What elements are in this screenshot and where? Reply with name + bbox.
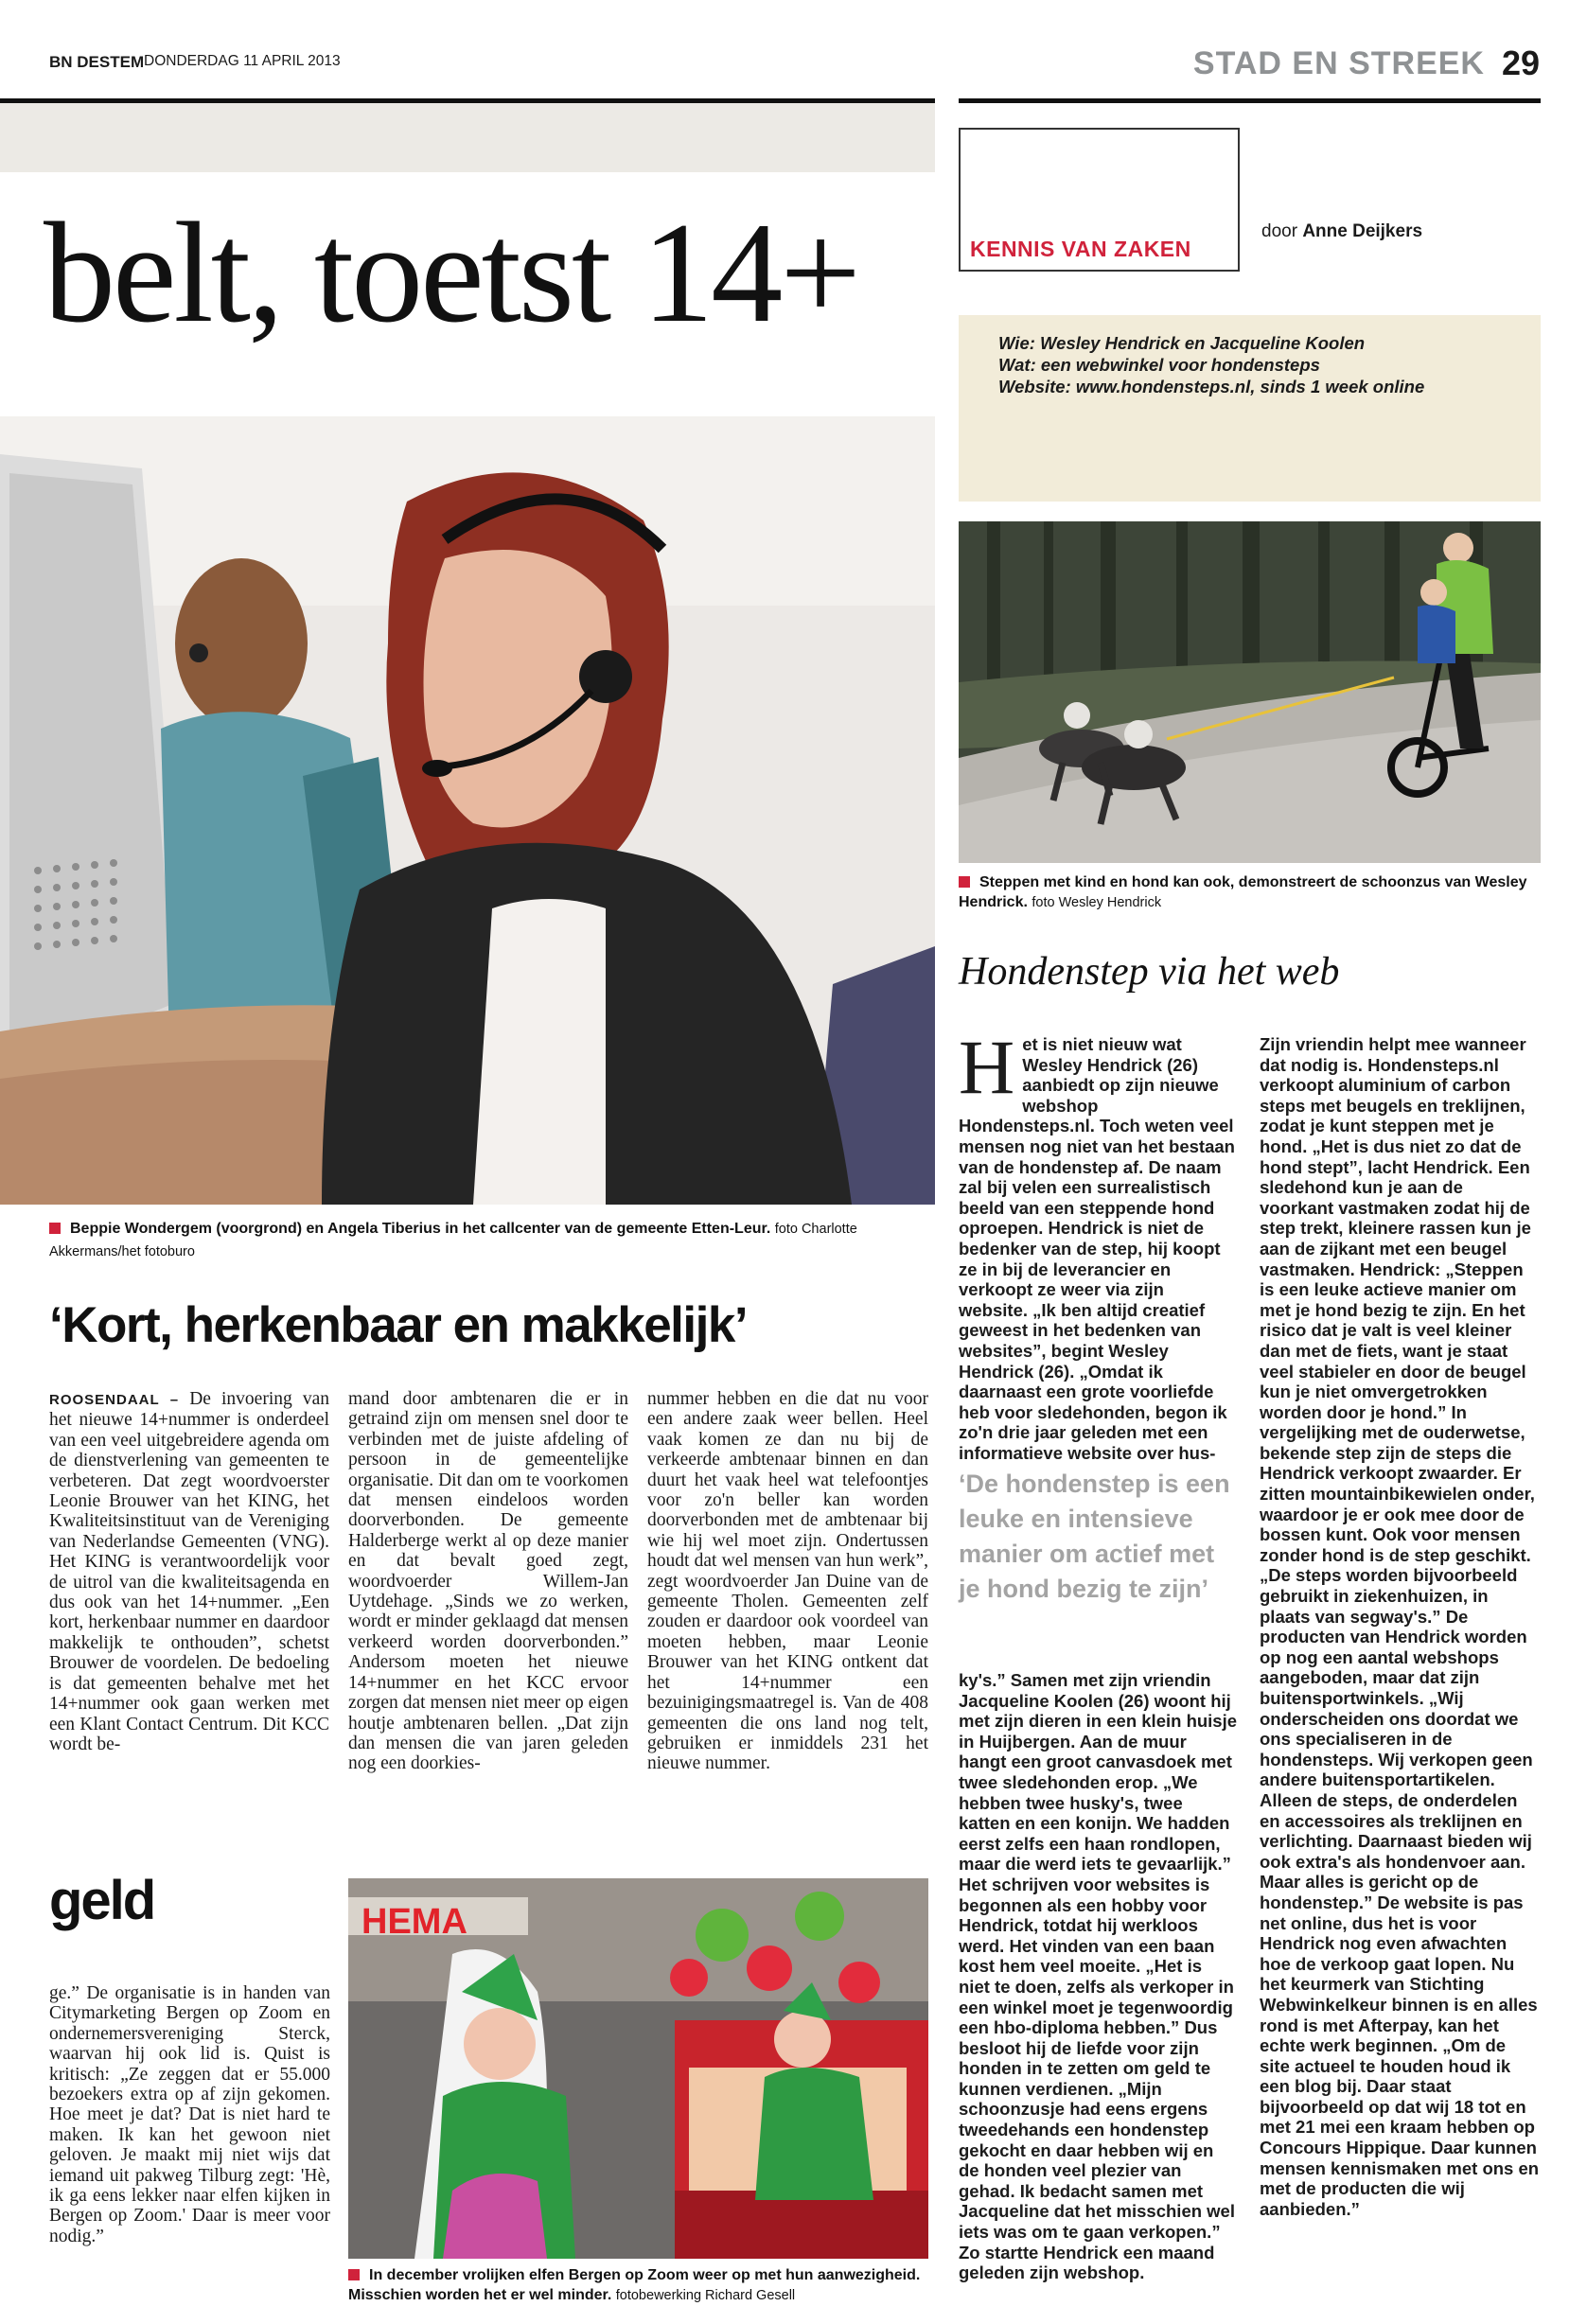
info-website: Website: www.hondensteps.nl, sinds 1 week online (998, 377, 1425, 396)
section-name: STAD EN STREEK (1192, 45, 1485, 81)
kennis-box (959, 128, 1240, 272)
main-headline: belt, toetst 14+ (44, 193, 858, 352)
kennis-label: KENNIS VAN ZAKEN (970, 237, 1191, 261)
bottom-headline: geld (49, 1870, 155, 1931)
dogstep-caption-text: Steppen met kind en hond kan ook, demonstreert de schoonzus van Wesley Hendrick. (959, 874, 1527, 910)
right-article-col1-bottom (959, 1670, 1238, 2285)
byline (1261, 221, 1422, 242)
info-lines (998, 332, 1424, 397)
caption-marker-icon (348, 2269, 360, 2280)
right-col2-text: Zijn vriendin helpt mee wanneer dat nodig is. Hondensteps.nl verkoopt aluminium of carbon steps met beugels en treklijnen, zodat je kunt steppen met je hond. „Het is dus niet zo dat de hond stept”, lacht Hendrick. Een sledehond kun je aan de voorkant vastmaken zodat hij de step trekt, kleinere rassen kun je aan de zijkant met een beugel vastmaken. Hendrick: „Steppen is een leuke actieve manier om met je hond bezig te zijn. En het risico dat je valt is veel kleiner dan met de fiets, want je staat veel stabieler en door de beugel kun je niet omvergetrokken worden door je hond.” In vergelijking met de ouderwetse, bekende step zijn de steps die Hendrick verkoopt zwaarder. Er zitten mountainbikewielen onder, waardoor je er ook mee door de bossen kunt. Ook voor mensen zonder hond is de step geschikt. „De steps worden bijvoorbeeld gebruikt in ziekenhuizen, in plaats van segway's.” De producten van Hendrick worden op nog een aantal webshops aangeboden, maar dat zijn buitensportwinkels. „Wij onderscheiden ons doordat we ons specialiseren in de hondensteps. Wij verkopen geen andere buitensportartikelen. Alleen de steps, de onderdelen en accessoires als treklijnen en verlichting. Daarnaast bieden wij ook extra's als hondenvoer aan. Maar alles is gericht op de hondenstep.” De website is pas net online, dus het is voor Hendrick nog even afwachten hoe de verkoop gaat lopen. Nu het keurmerk van Stichting Webwinkelkeur binnen is en alles rond is met Afterpay, kan het echte werk beginnen. „Om de site actueel te houden houd ik een blog bij. Daar staat bijvoorbeeld op dat wij 18 tot en met 21 mei een kraam hebben op Concours Hippique. Daar kunnen mensen kennismaken met ons en met de producten die wij aanbieden.” (1260, 1034, 1540, 2219)
dogstep-photo (959, 521, 1541, 863)
pull-quote: ‘De hondenstep is een leuke en intensieve manier om actief met je hond bezig te zijn’ (959, 1470, 1230, 1603)
elves-caption-credit: fotobewerking Richard Gesell (615, 2288, 796, 2303)
caption-text: Beppie Wondergem (voorgrond) en Angela Tiberius in het callcenter van de gemeente Etten-Leur. (70, 1221, 771, 1237)
elves-photo (348, 1878, 928, 2259)
hema-sign: HEMA (361, 1902, 467, 1942)
left-article-col3 (647, 1389, 928, 1824)
col3-text: nummer hebben en die dat nu voor een andere zaak weer bellen. Heel vaak komen ze dan nu bij de verkeerde ambtenaar binnen en dan duurt het vaak heel wat telefoontjes voor zo'n beller kan worden doorverbonden met de ambtenaar bij wie hij wel moet zijn. Ondertussen houdt dat wel mensen van hun werk”, zegt woordvoerder Jan Duine van de gemeente Tholen. Gemeenten zelf zouden er daardoor ook voordeel van moeten hebben, maar Leonie Brouwer van het KING ontkent dat het 14+nummer een bezuinigingsmaatregel is. Van de 408 gemeenten die ons land nog telt, gebruiken er inmiddels 231 het nieuwe nummer. (647, 1389, 928, 1774)
info-who: Wie: Wesley Hendrick en Jacqueline Koolen (998, 333, 1366, 353)
col1-text: De invoering van het nieuwe 14+nummer is onderdeel van een veel uitgebreidere agenda om de dienstverlening van gemeenten te verbeteren. Dat zegt woordvoerster Leonie Brouwer van het KING, het Kwaliteitsinstituut van de Vereniging van Nederlandse Gemeenten (VNG). Het KING is verantwoordelijk voor de uitrol van die kwaliteitsagenda en dus ook van het 14+nummer. „Een kort, herkenbaar nummer en daardoor makkelijk te onthouden”, schetst Brouwer de voordelen. De bedoeling is dat gemeenten behalve met het 14+nummer ook gaan werken met een Klant Contact Centrum. Dit KCC wordt be- (49, 1389, 329, 1754)
byline-prefix: door (1261, 221, 1298, 241)
info-box (959, 315, 1541, 502)
caption-credit: foto Charlotte Akkermans/het fotoburo (49, 1222, 857, 1259)
bottom-body-text: ge.” De organisatie is in handen van Citymarketing Bergen op Zoom en ondernemersvereniging Sterck, waarvan hij ook lid is. Quist is kritisch: „Ze zeggen dat er 55.000 bezoekers extra op af zijn gekomen. Hoe meet je dat? Dat is niet hard te maken. Ik kan het gewoon niet geloven. Je maakt mij niet wijs dat iemand uit pakweg Tilburg zegt: 'Hè, ik ga eens lekker naar elfen kijken in Bergen op Zoom.' Daar is meer voor nodig.” (49, 1983, 330, 2246)
info-what: Wat: een webwinkel voor hondensteps (998, 355, 1320, 375)
masthead (49, 44, 1540, 82)
elves-photo-caption (348, 2265, 928, 2306)
left-article-col1 (49, 1389, 329, 1824)
byline-name: Anne Deijkers (1302, 221, 1423, 241)
left-article-col2 (348, 1389, 628, 1824)
masthead-rule-right (959, 98, 1541, 103)
caption-marker-icon (959, 876, 970, 888)
dateline: ROOSENDAAL – (49, 1392, 180, 1408)
paper-name: BN DESTEM (49, 53, 145, 71)
page-number: 29 (1501, 44, 1540, 82)
right-article-col1-top (959, 1024, 1238, 1463)
article-subhead: ‘Kort, herkenbaar en makkelijk’ (49, 1297, 748, 1353)
callcenter-photo-caption (49, 1218, 901, 1263)
dropcap: H (959, 1024, 1015, 1110)
headline-band (0, 103, 935, 172)
right-col1-bottom-text: ky's.” Samen met zijn vriendin Jacqueline Koolen (26) woont hij met zijn dieren in een klein huisje in Huijbergen. Aan de muur hangt een groot canvasdoek met twee sledehonden erop. „We hebben twee husky's, twee katten en een konijn. We hadden eerst zelfs een haan rondlopen, maar die werd iets te gevaarlijk.” Het schrijven voor websites is begonnen als een hobby voor Hendrick, totdat hij werkloos werd. Het vinden van een baan kost hem veel moeite. „Het is niet te doen, zelfs als verkoper in een winkel moet je tegenwoordig een hbo-diploma hebben.” Dus besloot hij de liefde voor zijn honden in te zetten om geld te kunnen verdienen. „Mijn schoonzusje had eens ergens tweedehands een hondenstep gekocht en daar hebben wij en de honden veel plezier van gehad. Ik bedacht samen met Jacqueline dat het misschien wel iets was om te gaan verkopen.” Zo startte Hendrick een maand geleden zijn webshop. (959, 1670, 1238, 2283)
dogstep-photo-caption (959, 872, 1541, 913)
issue-date: DONDERDAG 11 APRIL 2013 (144, 53, 341, 69)
callcenter-photo (0, 416, 935, 1205)
dogstep-caption-credit: foto Wesley Hendrick (1032, 895, 1162, 910)
bottom-article-body (49, 1983, 330, 2267)
right-col1-top-text: et is niet nieuw wat Wesley Hendrick (26) aanbiedt op zijn nieuwe webshop Hondensteps.nl. Toch weten veel mensen nog niet van het bestaan van de hondenstep af. De naam zal bij velen een surrealistisch beeld van een steppende hond oproepen. Hendrick is niet de bedenker van de step, hij koopt ze in bij de leverancier en verkoopt ze weer via zijn website. „Ik ben altijd creatief geweest in het bedenken van websites”, begint Wesley Hendrick (26). „Omdat ik daarnaast een grote voorliefde heb voor sledehonden, begon ik zo'n drie jaar geleden met een informatieve website over hus- (959, 1034, 1235, 1463)
right-article-title: Hondenstep via het web (959, 950, 1340, 994)
caption-marker-icon (49, 1223, 61, 1234)
right-article-col2 (1260, 1034, 1541, 2293)
col2-text: mand door ambtenaren die er in getraind zijn om mensen snel door te verbinden met de juiste afdeling of persoon in de gemeentelijke organisatie. Dit dan om te voorkomen dat mensen eindeloos worden doorverbonden. De gemeente Halderberge werkt al op deze manier en dat bevalt goed zegt, woordvoerder Willem-Jan Uytdehage. „Sinds we zo werken, wordt er minder geklaagd dat mensen verkeerd worden doorverbonden.” Andersom moeten het nieuwe 14+nummer en het KCC ervoor zorgen dat mensen niet meer op eigen houtje ambtenaren bellen. „Dat zijn dan mensen die van jaren geleden nog een doorkies- (348, 1389, 628, 1774)
elves-caption-text: In december vrolijken elfen Bergen op Zoom weer op met hun aanwezigheid. Misschien worden het er wel minder. (348, 2267, 921, 2303)
